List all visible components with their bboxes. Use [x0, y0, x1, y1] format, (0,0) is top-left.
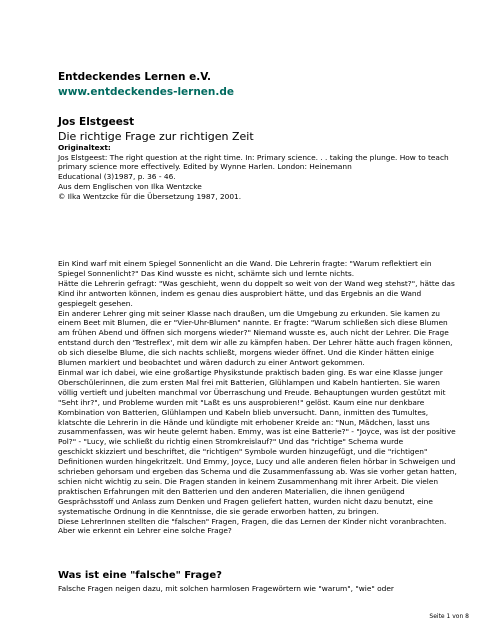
original-text-label: Originaltext: — [58, 143, 111, 152]
section-heading: Was ist eine "falsche" Frage? — [58, 570, 222, 581]
page-number: Seite 1 von 8 — [429, 613, 469, 620]
article-title: Die richtige Frage zur richtigen Zeit — [58, 130, 254, 143]
citation-line: Educational (3)1987, p. 36 - 46. — [58, 172, 176, 182]
section-text: Falsche Fragen neigen dazu, mit solchen harmlosen Fragewörtern wie "warum", "wie" oder — [58, 584, 394, 593]
citation-block — [58, 143, 458, 201]
citation-line: © Ilka Wentzcke für die Übersetzung 1987, 2001. — [58, 191, 242, 201]
citation-line: Jos Elstgeest: The right question at the right time. In: Primary science. . . taking the plunge. How to teach primary science more effectively. Edited by Wynne Harlen. London: Heinemann — [58, 152, 449, 172]
organization-name: Entdeckendes Lernen e.V. — [58, 71, 211, 83]
website-link[interactable]: www.entdeckendes-lernen.de — [58, 86, 235, 98]
body-text: Ein Kind warf mit einem Spiegel Sonnenlicht an die Wand. Die Lehrerin fragte: "Warum reflektiert ein Spiegel Sonnenlicht?" Das Kind wusste es nicht, schämte sich und lernte nichts. Hätte die Lehrerin gefragt: "Was geschieht, wenn du doppelt so weit von der Wand weg stehst?", hätte das Kind ihr antworten können, indem es genau dies ausprobiert hätte, und das Ergebnis an die Wand gespiegelt gesehen. Ein anderer Lehrer ging mit seiner Klasse nach draußen, um die Umgebung zu erkunden. Sie kamen zu einem Beet mit Blumen, die er "Vier-Uhr-Blumen" nannte. Er fragte: "Warum schließen sich diese Blumen am frühen Abend und öffnen sich morgens wieder?" Niemand wusste es, auch nicht der Lehrer. Die Frage entstand durch den 'Testreflex', mit dem wir alle zu kämpfen haben. Der Lehrer hätte auch fragen können, ob sich dieselbe Blume, die sich nachts schließt, morgens wieder öffnet. Und die Kinder hätten einige Blumen markiert und beobachtet und wären dadurch zu einer Antwort gekommen. Einmal war ich dabei, wie eine großartige Physikstunde praktisch baden ging. Es war eine Klasse junger Oberschülerinnen, die zum ersten Mal frei mit Batterien, Glühlampen und Kabeln hantierten. Sie waren völlig vertieft und jubelten manchmal vor Überraschung und Freude. Behauptungen wurden gestützt mit "Seht ihr?", und Probleme wurden mit "Laßt es uns ausprobieren!" gelöst. Kaum eine nur denkbare Kombination von Batterien, Glühlampen und Kabeln blieb unversucht. Dann, inmitten des Tumultes, klatschte die Lehrerin in die Hände und kündigte mit erhobener Kreide an: "Nun, Mädchen, lasst uns zusammenfassen, was wir heute gelernt haben. Emmy, was ist eine Batterie?" - "Joyce, was ist der positive Pol?" - "Lucy, wie schließt du richtig einen Stromkreislauf?" Und das "richtige" Schema wurde geschickt skizziert und beschriftet, die "richtigen" Symbole wurden hinzugefügt, und die "richtigen" Definitionen wurden hingekritzelt. Und Emmy, Joyce, Lucy und alle anderen fielen hörbar in Schweigen und schrieben gehorsam und ergeben das Schema und die Zusammenfassung ab. Was sie vorher getan hatten, schien nicht wichtig zu sein. Die Fragen standen in keinem Zusammenhang mit ihrer Arbeit. Die vielen praktischen Erfahrungen mit den Batterien und den anderen Materialien, die ihnen genügend Gesprächsstoff und Anlass zum Denken und Fragen geliefert hatten, wurden nicht dazu benutzt, eine systematische Ordnung in die Kenntnisse, die sie gerade erworben hatten, zu bringen. Diese LehrerInnen stellten die "falschen" Fragen, Fragen, die das Lernen der Kinder nicht voranbrachten. Aber wie erkennt ein Lehrer eine solche Frage? — [58, 259, 457, 536]
organization-header — [58, 70, 234, 100]
author-name: Jos Elstgeest — [58, 116, 135, 128]
citation-line: Aus dem Englischen von Ilka Wentzcke — [58, 181, 202, 191]
article-body — [58, 259, 458, 546]
